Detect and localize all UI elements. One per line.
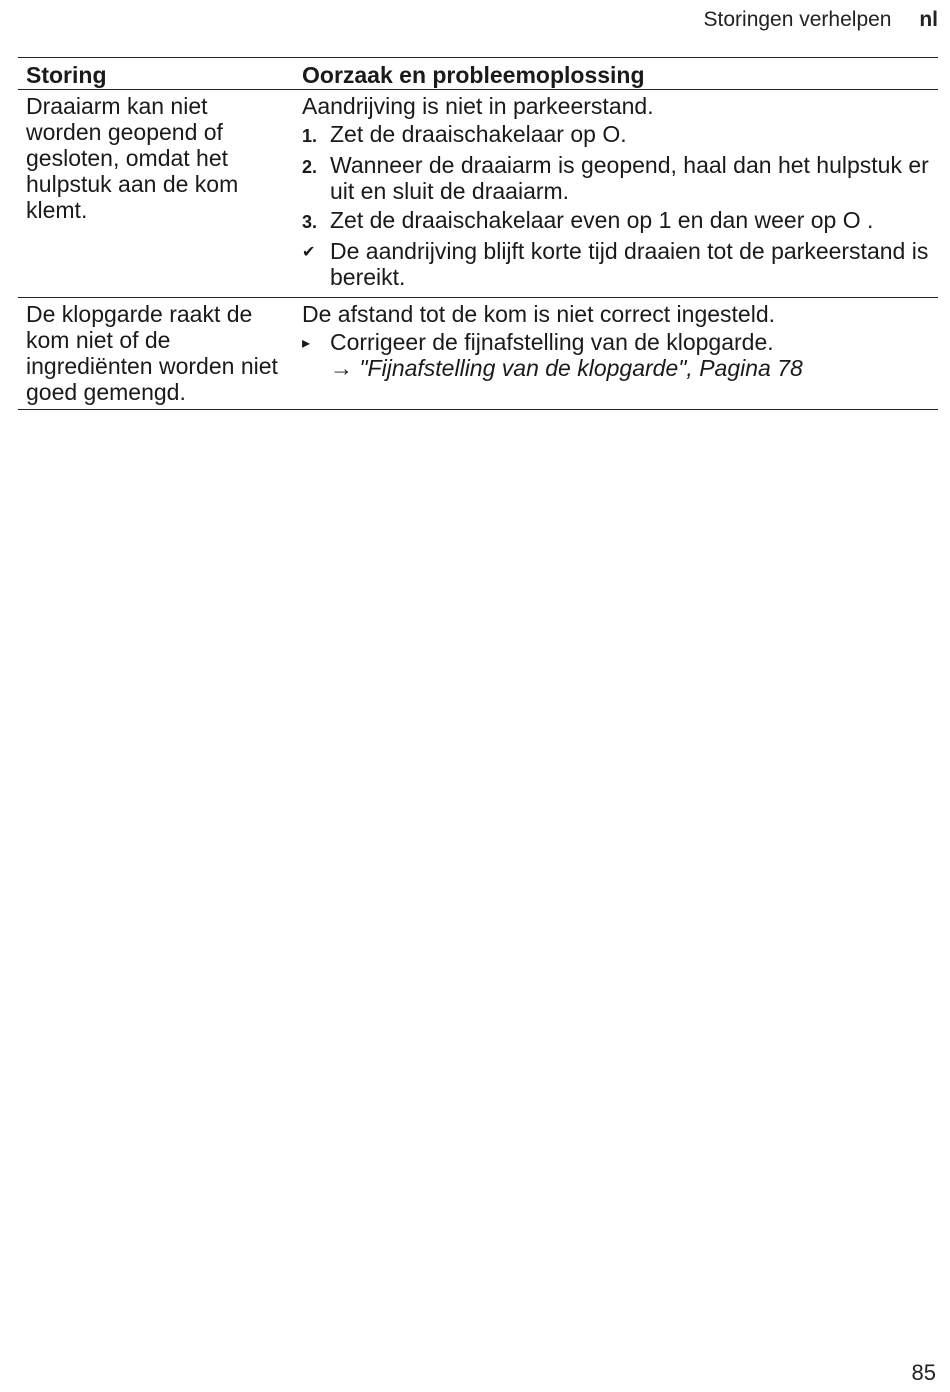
cause-cell <box>294 90 938 298</box>
step-text: Wanneer de draaiarm is geopend, haal dan het hulpstuk er uit en sluit de draaiarm. <box>330 152 929 204</box>
bullet-triangle-icon: ▸ <box>302 335 311 352</box>
fault-cell: De klopgarde raakt de kom niet of de ingrediënten worden niet goed gemengd. <box>18 298 294 410</box>
check-icon: ✔ <box>302 244 316 261</box>
cause-text: Aandrijving is niet in parkeerstand. <box>302 93 654 119</box>
troubleshooting-table <box>18 57 938 410</box>
step-item <box>302 329 930 381</box>
step-text: Zet de draaischakelaar even op 1 en dan weer op O . <box>330 207 874 233</box>
column-header-fault: Storing <box>18 58 294 90</box>
cause-text: De afstand tot de kom is niet correct ingesteld. <box>302 301 776 327</box>
page-number: 85 <box>911 1360 936 1385</box>
section-title: Storingen verhelpen <box>703 8 892 31</box>
table-row <box>18 298 938 410</box>
column-header-cause: Oorzaak en probleemoplossing <box>294 58 938 90</box>
step-item <box>302 152 930 204</box>
fault-cell: Draaiarm kan niet worden geopend of gesloten, omdat het hulpstuk aan de kom klemt. <box>18 90 294 298</box>
result-text: De aandrijving blijft korte tijd draaien tot de parkeerstand is bereikt. <box>330 238 929 290</box>
step-item <box>302 207 930 235</box>
table-header-row <box>18 58 938 90</box>
step-item <box>302 121 930 149</box>
step-text: Corrigeer de fijnafstelling van de klopgarde. <box>330 329 774 355</box>
language-code: nl <box>919 8 938 31</box>
running-header <box>704 8 938 32</box>
result-item <box>302 238 930 290</box>
step-text: Zet de draaischakelaar op O. <box>330 121 627 147</box>
table-row <box>18 90 938 298</box>
step-number: 1. <box>302 126 318 146</box>
step-number: 3. <box>302 212 318 232</box>
cause-cell <box>294 298 938 410</box>
page-reference-link[interactable]: → "Fijnafstelling van de klopgarde", Pagina 78 <box>330 355 803 381</box>
step-number: 2. <box>302 157 318 177</box>
